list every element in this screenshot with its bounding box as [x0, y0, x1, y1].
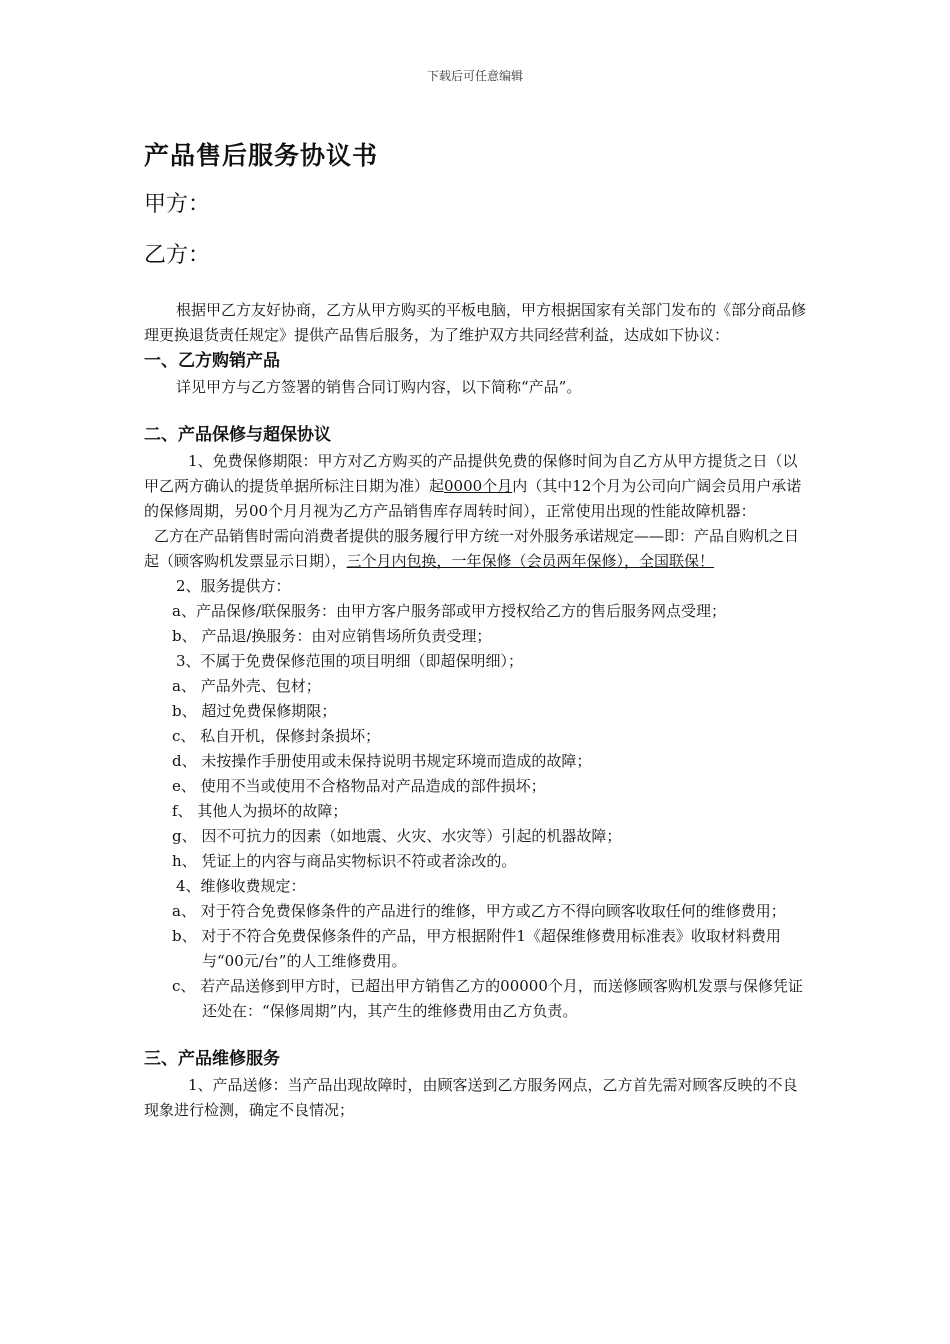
- service-promise-text: 乙方在产品销售时需向消费者提供的服务履行甲方统一对外服务承诺规定——即：产品自购机之日起（顾客购机发票显示日期），: [144, 527, 800, 570]
- exclusion-item: h、 凭证上的内容与商品实物标识不符或者涂改的。: [172, 852, 517, 870]
- section-3-heading: 三、产品维修服务: [144, 1049, 280, 1069]
- section-2-heading: 二、产品保修与超保协议: [144, 425, 331, 445]
- exclusion-item: d、 未按操作手册使用或未保持说明书规定环境而造成的故障；: [172, 752, 592, 770]
- exclusion-item: g、 因不可抗力的因素（如地震、火灾、水灾等）引起的机器故障；: [172, 827, 622, 845]
- exclusion-item: f、 其他人为损坏的故障；: [172, 802, 348, 820]
- party-a-label: 甲方：: [144, 192, 211, 217]
- service-provider-a: a、产品保修/联保服务：由甲方客户服务部或甲方授权给乙方的售后服务网点受理；: [172, 602, 727, 620]
- warranty-period-text-2: 内（其中12个月为公司向广阔会员用户承诺的保修周期，另00个月月视为乙方产品销售库存周转时间），正常使用出现的性能故障机器：: [144, 477, 802, 520]
- repair-dropoff-paragraph: 1、产品送修：当产品出现故障时，由顾客送到乙方服务网点，乙方首先需对顾客反映的不良现象进行检测，确定不良情况；: [144, 1076, 798, 1119]
- section-1-heading: 一、乙方购销产品: [144, 351, 280, 371]
- repair-fee-item: a、 对于符合免费保修条件的产品进行的维修，甲方或乙方不得向顾客收取任何的维修费用；: [172, 902, 786, 920]
- party-b-label: 乙方：: [144, 243, 211, 268]
- warranty-period-text: 1、免费保修期限：甲方对乙方购买的产品提供免费的保修时间为自乙方从甲方提货之日（以甲乙两方确认的提货单据所标注日期为准）起: [144, 452, 798, 495]
- section-1-text: 详见甲方与乙方签署的销售合同订购内容，以下简称“产品”。: [176, 378, 582, 396]
- warranty-months-value: 0000个月: [444, 477, 513, 495]
- repair-fee-heading: 4、维修收费规定：: [176, 877, 306, 895]
- page-header: 下载后可任意编辑: [426, 69, 523, 83]
- repair-fee-item: c、 若产品送修到甲方时，已超出甲方销售乙方的00000个月，而送修顾客购机发票与保修凭证还处在：“保修周期”内，其产生的维修费用由乙方负责。: [172, 977, 803, 1020]
- exclusion-item: b、 超过免费保修期限；: [172, 702, 337, 720]
- exclusions-heading: 3、不属于免费保修范围的项目明细（即超保明细）；: [176, 652, 524, 670]
- warranty-period-paragraph: [144, 449, 808, 524]
- document-title: 产品售后服务协议书: [144, 141, 379, 170]
- repair-fee-item: b、 对于不符合免费保修条件的产品，甲方根据附件1《超保维修费用标准表》收取材料费用与“00元/台”的人工维修费用。: [172, 927, 781, 970]
- service-promise-underlined: 三个月内包换，一年保修（会员两年保修），全国联保！: [346, 552, 715, 570]
- exclusion-item: e、 使用不当或使用不合格物品对产品造成的部件损坏；: [172, 777, 546, 795]
- service-provider-heading: 2、服务提供方：: [176, 577, 291, 595]
- document-body: [144, 298, 808, 1123]
- exclusion-item: a、 产品外壳、包材；: [172, 677, 321, 695]
- service-promise-paragraph: [144, 524, 808, 574]
- service-provider-b: b、 产品退/换服务：由对应销售场所负责受理；: [172, 627, 492, 645]
- exclusion-item: c、 私自开机，保修封条损坏；: [172, 727, 381, 745]
- intro-paragraph: 根据甲乙方友好协商，乙方从甲方购买的平板电脑，甲方根据国家有关部门发布的《部分商品修理更换退货责任规定》提供产品售后服务，为了维护双方共同经营利益，达成如下协议：: [144, 301, 807, 344]
